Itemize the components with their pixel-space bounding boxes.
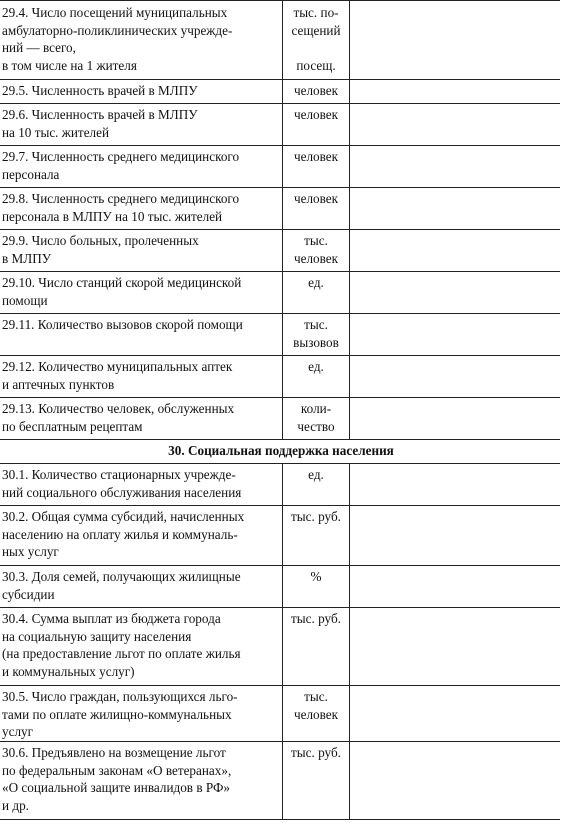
column-divider bbox=[282, 464, 283, 820]
table-row bbox=[0, 230, 560, 272]
table-row bbox=[0, 272, 560, 314]
row-unit: ед. bbox=[308, 467, 324, 482]
column-divider bbox=[282, 0, 283, 440]
row-name: 29.4. Число посещений муниципальных амбулаторно-поликлинических учрежде- ний — всего, в том числе на 1 жителя bbox=[2, 5, 233, 73]
column-divider bbox=[349, 464, 350, 820]
row-unit: человек bbox=[293, 149, 339, 164]
row-name: 29.9. Число больных, пролеченных в МЛПУ bbox=[2, 233, 199, 266]
row-unit: % bbox=[310, 569, 322, 584]
row-unit: ед. bbox=[308, 275, 324, 290]
row-unit: тыс. руб. bbox=[291, 509, 341, 524]
row-name: 30.5. Число граждан, пользующихся льго- тами по оплате жилищно-коммунальных услуг bbox=[2, 689, 238, 739]
row-name: 29.5. Численность врачей в МЛПУ bbox=[2, 83, 198, 98]
row-name: 30.2. Общая сумма субсидий, начисленных населению на оплату жилья и коммуналь- ных услуг bbox=[2, 509, 245, 559]
row-name: 29.12. Количество муниципальных аптек и аптечных пунктов bbox=[2, 359, 233, 392]
row-name: 29.13. Количество человек, обслуженных по бесплатным рецептам bbox=[2, 401, 235, 434]
row-unit: тыс. руб. bbox=[291, 611, 341, 626]
row-unit: тыс. вызовов bbox=[293, 317, 339, 350]
row-name: 29.8. Численность среднего медицинского персонала в МЛПУ на 10 тыс. жителей bbox=[2, 191, 240, 224]
row-unit: человек bbox=[293, 107, 339, 122]
row-name: 30.3. Доля семей, получающих жилищные субсидии bbox=[2, 569, 241, 602]
table-row bbox=[0, 146, 560, 188]
table-row bbox=[0, 566, 560, 608]
row-unit: ед. bbox=[308, 359, 324, 374]
row-unit: тыс. человек bbox=[293, 689, 339, 722]
table-row bbox=[0, 356, 560, 398]
row-name: 29.6. Численность врачей в МЛПУ на 10 тыс. жителей bbox=[2, 107, 198, 140]
row-unit: коли- чество bbox=[297, 401, 335, 434]
row-name: 30.4. Сумма выплат из бюджета города на социальную защиту населения (на предоставление льгот по оплате жилья и коммунальных услуг) bbox=[2, 611, 241, 679]
table-row bbox=[0, 464, 560, 506]
table-row bbox=[0, 104, 560, 146]
table-row bbox=[0, 608, 560, 686]
row-name: 29.10. Число станций скорой медицинской помощи bbox=[2, 275, 242, 308]
table-row bbox=[0, 80, 560, 104]
column-divider bbox=[349, 0, 350, 440]
row-unit: тыс. человек bbox=[293, 233, 339, 266]
row-unit: человек bbox=[293, 83, 339, 98]
table-row bbox=[0, 686, 560, 742]
row-name: 29.11. Количество вызовов скорой помощи bbox=[2, 317, 243, 332]
row-name: 30.1. Количество стационарных учрежде- ний социального обслуживания населения bbox=[2, 467, 242, 500]
table-row bbox=[0, 506, 560, 566]
row-unit: человек bbox=[293, 191, 339, 206]
table-row bbox=[0, 188, 560, 230]
row-name: 30.6. Предъявлено на возмещение льгот по федеральным законам «О ветеранах», «О социальной защите инвалидов в РФ» и др. bbox=[2, 745, 232, 813]
section-header-row bbox=[0, 440, 560, 464]
table-row bbox=[0, 314, 560, 356]
section-title: 30. Социальная поддержка населения bbox=[168, 443, 394, 458]
row-unit: тыс. по- сещений посещ. bbox=[291, 5, 341, 73]
row-unit: тыс. руб. bbox=[291, 745, 341, 760]
table-row bbox=[0, 742, 560, 820]
table-row bbox=[0, 398, 560, 440]
table-row bbox=[0, 0, 560, 80]
row-name: 29.7. Численность среднего медицинского персонала bbox=[2, 149, 240, 182]
